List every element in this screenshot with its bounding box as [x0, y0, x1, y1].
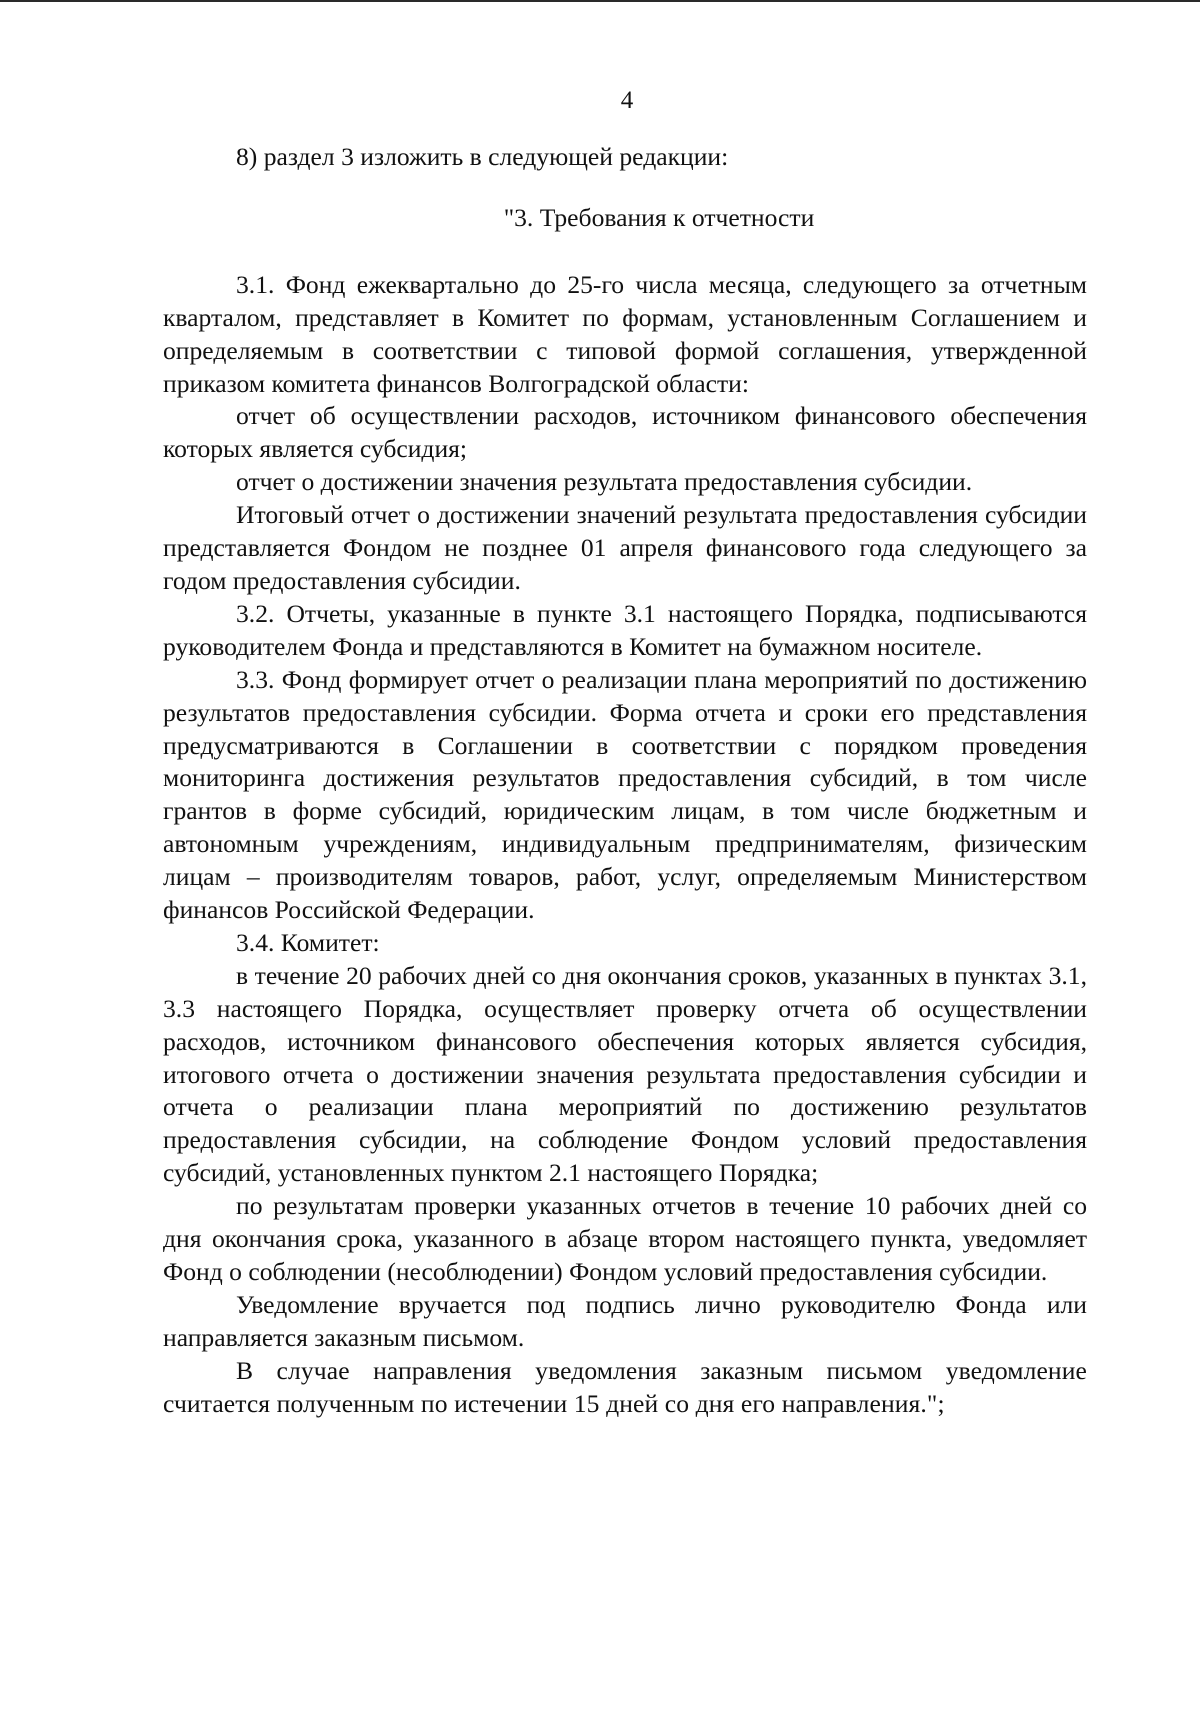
- page-number: 4: [620, 87, 634, 114]
- scan-top-edge: [0, 0, 1200, 2]
- paragraph-3-1: 3.1. Фонд ежеквартально до 25-го числа месяца, следующего за отчетным кварталом, представляет в Комитет по формам, установленным Соглашением и определяемым в соответствии с типовой формой соглашения, утвержденной приказом комитета финансов Волгоградской области:: [163, 269, 1087, 398]
- paragraph-3-4: 3.4. Комитет:: [236, 927, 380, 957]
- paragraph-notify-fund: по результатам проверки указанных отчетов в течение 10 рабочих дней со дня окончания срока, указанного в абзаце втором настоящего пункта, уведомляет Фонд о соблюдении (несоблюдении) Фондом условий предоставления субсидии.: [163, 1191, 1087, 1286]
- paragraph-final-report: Итоговый отчет о достижении значений результата предоставления субсидии представляется Фондом не позднее 01 апреля финансового года следующего за годом предоставления субсидии.: [163, 500, 1087, 595]
- paragraph-3-3: 3.3. Фонд формирует отчет о реализации плана мероприятий по достижению результатов предоставления субсидии. Форма отчета и сроки его представления предусматриваются в Соглашении в соответствии с порядком проведения мониторинга достижения результатов предоставления субсидий, в том числе грантов в форме субсидий, юридическим лицам, в том числе бюджетным и автономным учреждениям, индивидуальным предпринимателям, физическим лицам – производителям товаров, работ, услуг, определяемым Министерством финансов Российской Федерации.: [163, 664, 1087, 925]
- paragraph-notice-delivery: Уведомление вручается под подпись лично руководителю Фонда или направляется заказным письмом.: [163, 1289, 1087, 1352]
- document-body: [163, 141, 1087, 1421]
- paragraph-notice-received: В случае направления уведомления заказным письмом уведомление считается полученным по истечении 15 дней со дня его направления.";: [163, 1355, 1087, 1418]
- paragraph-3-2: 3.2. Отчеты, указанные в пункте 3.1 настоящего Порядка, подписываются руководителем Фонда и представляются в Комитет на бумажном носителе.: [163, 598, 1087, 661]
- amendment-item-intro: 8) раздел 3 изложить в следующей редакции:: [236, 142, 729, 171]
- paragraph-expense-report: отчет об осуществлении расходов, источником финансового обеспечения которых является субсидия;: [163, 401, 1087, 464]
- section-heading: "3. Требования к отчетности: [503, 202, 815, 232]
- paragraph-check-reports: в течение 20 рабочих дней со дня окончания сроков, указанных в пунктах 3.1, 3.3 настоящего Порядка, осуществляет проверку отчета об осуществлении расходов, источником финансового обеспечения которых является субсидия, итогового отчета о достижении значения результата предоставления субсидии и отчета о реализации плана мероприятий по достижению результатов предоставления субсидии, на соблюдение Фондом условий предоставления субсидий, установленных пунктом 2.1 настоящего Порядка;: [163, 960, 1087, 1188]
- paragraph-result-report: отчет о достижении значения результата предоставления субсидии.: [236, 467, 973, 497]
